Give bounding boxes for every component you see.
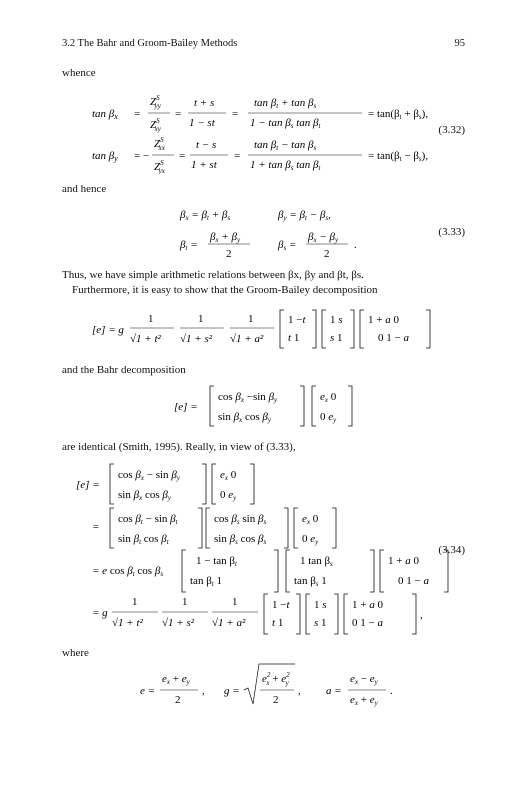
equation-3-34 [62, 460, 462, 640]
svg-text:βx = βt + βs: βx = βt + βs [180, 209, 231, 222]
svg-text:1: 1 [248, 313, 254, 325]
svg-text:tan βs 1: tan βs 1 [294, 575, 327, 588]
svg-text:t 1: t 1 [288, 332, 300, 344]
svg-text:ZSyy: $Z^S$ yy [150, 94, 161, 110]
svg-text:√1 + s²: √1 + s² [162, 617, 195, 629]
svg-text:βx − βy: βx − βy [308, 231, 339, 244]
svg-text:βy = βt − βs,: βy = βt − βs, [278, 209, 331, 222]
svg-text:=: = [92, 521, 100, 533]
svg-text:1: 1 [198, 313, 204, 325]
equation-definitions [120, 660, 420, 710]
svg-text:=: = [232, 108, 239, 120]
svg-text:1: 1 [132, 596, 138, 608]
svg-text:ex − ey: ex − ey [350, 673, 378, 686]
svg-text:cos βt − sin βt: cos βt − sin βt [118, 513, 178, 526]
svg-text:sin βs cos βs: sin βs cos βs [214, 533, 267, 546]
svg-text:1 −t: 1 −t [272, 599, 290, 611]
svg-text:.: . [354, 239, 357, 251]
text-furthermore: Furthermore, it is easy to show that the Groom-Bailey decomposition [72, 284, 378, 296]
svg-text:t 1: t 1 [272, 617, 284, 629]
svg-text:,: , [298, 685, 301, 697]
svg-text:1 tan βs: 1 tan βs [300, 555, 333, 568]
svg-text:sin βx cos βy: sin βx cos βy [118, 489, 171, 502]
svg-text:= tan(βt + βs),: = tan(βt + βs), [368, 108, 429, 121]
svg-text:g =: g = [224, 685, 240, 697]
svg-text:cos βs sin βs: cos βs sin βs [214, 513, 267, 526]
svg-text:√1 + t²: √1 + t² [130, 333, 161, 345]
svg-text:0 1 − a: 0 1 − a [378, 332, 409, 344]
svg-text:ex + ey: ex + ey [350, 694, 378, 707]
svg-text:1 − tan βt: 1 − tan βt [196, 555, 237, 568]
equation-3-32 [62, 88, 442, 174]
svg-text:,: , [420, 609, 423, 621]
svg-text:ex + ey: ex + ey [162, 673, 190, 686]
svg-text:2: 2 [226, 248, 232, 260]
svg-text:ex 0: ex 0 [302, 513, 319, 526]
svg-text:ex 0: ex 0 [320, 391, 337, 404]
svg-text:2: 2 [175, 694, 181, 706]
svg-text:√1 + t²: √1 + t² [112, 617, 143, 629]
svg-text:s 1: s 1 [314, 617, 327, 629]
svg-text:a =: a = [326, 685, 342, 697]
equation-groom-bailey [86, 306, 446, 352]
svg-text:ZSyx: $Z^S$ yx [154, 159, 165, 174]
svg-text:= g: = g [92, 607, 108, 619]
svg-text:t + s: t + s [194, 97, 215, 109]
text-thus: Thus, we have simple arithmetic relations between βx, βy and βt, βs. [62, 269, 364, 281]
svg-text:tan βt − tan βs: tan βt − tan βs [254, 139, 317, 152]
running-header-section: 3.2 The Bahr and Groom-Bailey Methods [62, 38, 238, 49]
svg-text:s 1: s 1 [330, 332, 343, 344]
svg-text:1 − tan βs tan βt: 1 − tan βs tan βt [250, 117, 321, 130]
svg-text:2: 2 [324, 248, 330, 260]
text-and-bahr: and the Bahr decomposition [62, 364, 186, 376]
svg-text:=: = [234, 150, 241, 162]
svg-text:1 + st: 1 + st [191, 159, 217, 171]
svg-text:0 ey: 0 ey [320, 411, 337, 424]
svg-text:,: , [202, 685, 205, 697]
svg-text:ZSxy: $Z^S$ xy [150, 117, 161, 133]
svg-text:cos βx − sin βy: cos βx − sin βy [118, 469, 180, 482]
text-where: where [62, 647, 89, 659]
svg-text:e2x + e2y: $e^2$ $x + e^2$ y [262, 671, 290, 687]
svg-text:cos βx −sin βy: cos βx −sin βy [218, 391, 278, 404]
svg-text:βx + βy: βx + βy [210, 231, 241, 244]
svg-text:0 ey: 0 ey [220, 489, 237, 502]
svg-text:=: = [175, 108, 182, 120]
svg-text:sin βx cos βy: sin βx cos βy [218, 411, 271, 424]
svg-text:1: 1 [148, 313, 154, 325]
page-number: 95 [454, 38, 465, 49]
svg-text:sin βt cos βt: sin βt cos βt [118, 533, 169, 546]
svg-text:= tan(βt − βs),: = tan(βt − βs), [368, 150, 429, 163]
svg-text:0 1 − a: 0 1 − a [398, 575, 429, 587]
svg-text:1 − st: 1 − st [189, 117, 215, 129]
svg-text:e =: e = [140, 685, 156, 697]
svg-text:1 + a 0: 1 + a 0 [368, 314, 399, 326]
svg-text:tan βx: tan βx [92, 108, 118, 121]
svg-text:√1 + a²: √1 + a² [230, 333, 264, 345]
equation-number-3-33: (3.33) [438, 226, 465, 238]
svg-text:= −: = − [134, 150, 150, 162]
svg-text:tan βt + tan βs: tan βt + tan βs [254, 97, 317, 110]
svg-text:1 s: 1 s [330, 314, 343, 326]
svg-text:√1 + s²: √1 + s² [180, 333, 213, 345]
svg-text:ZSxx: $Z^S$ xx [154, 136, 165, 152]
equation-3-33 [170, 200, 390, 264]
svg-text:1 s: 1 s [314, 599, 327, 611]
equation-bahr [170, 382, 370, 430]
svg-text:0 1 − a: 0 1 − a [352, 617, 383, 629]
svg-text:= e cos βt cos βs: = e cos βt cos βs [92, 565, 164, 578]
svg-text:1 + tan βs tan βt: 1 + tan βs tan βt [250, 159, 321, 172]
text-and-hence: and hence [62, 183, 107, 195]
svg-text:ex 0: ex 0 [220, 469, 237, 482]
svg-text:[e] =: [e] = [76, 479, 100, 491]
svg-text:tan βt 1: tan βt 1 [190, 575, 222, 588]
svg-text:1: 1 [232, 596, 238, 608]
svg-text:2: 2 [273, 694, 279, 706]
svg-text:1 −t: 1 −t [288, 314, 306, 326]
svg-text:.: . [390, 685, 393, 697]
equation-number-3-32: (3.32) [438, 124, 465, 136]
svg-text:tan βy: tan βy [92, 150, 118, 163]
svg-text:=: = [134, 108, 141, 120]
svg-text:βt =: βt = [180, 239, 198, 252]
svg-text:0 ey: 0 ey [302, 533, 319, 546]
svg-text:βs =: βs = [278, 239, 297, 252]
svg-text:1 + a 0: 1 + a 0 [352, 599, 383, 611]
svg-text:t − s: t − s [196, 139, 217, 151]
svg-text:=: = [179, 150, 186, 162]
text-identical: are identical (Smith, 1995). Really, in view of (3.33), [62, 441, 296, 453]
svg-text:[e] = g: [e] = g [92, 324, 124, 336]
svg-text:1 + a 0: 1 + a 0 [388, 555, 419, 567]
text-whence: whence [62, 67, 96, 79]
svg-text:1: 1 [182, 596, 188, 608]
equation-number-3-34: (3.34) [438, 544, 465, 556]
svg-text:√1 + a²: √1 + a² [212, 617, 246, 629]
svg-text:[e] =: [e] = [174, 401, 198, 413]
